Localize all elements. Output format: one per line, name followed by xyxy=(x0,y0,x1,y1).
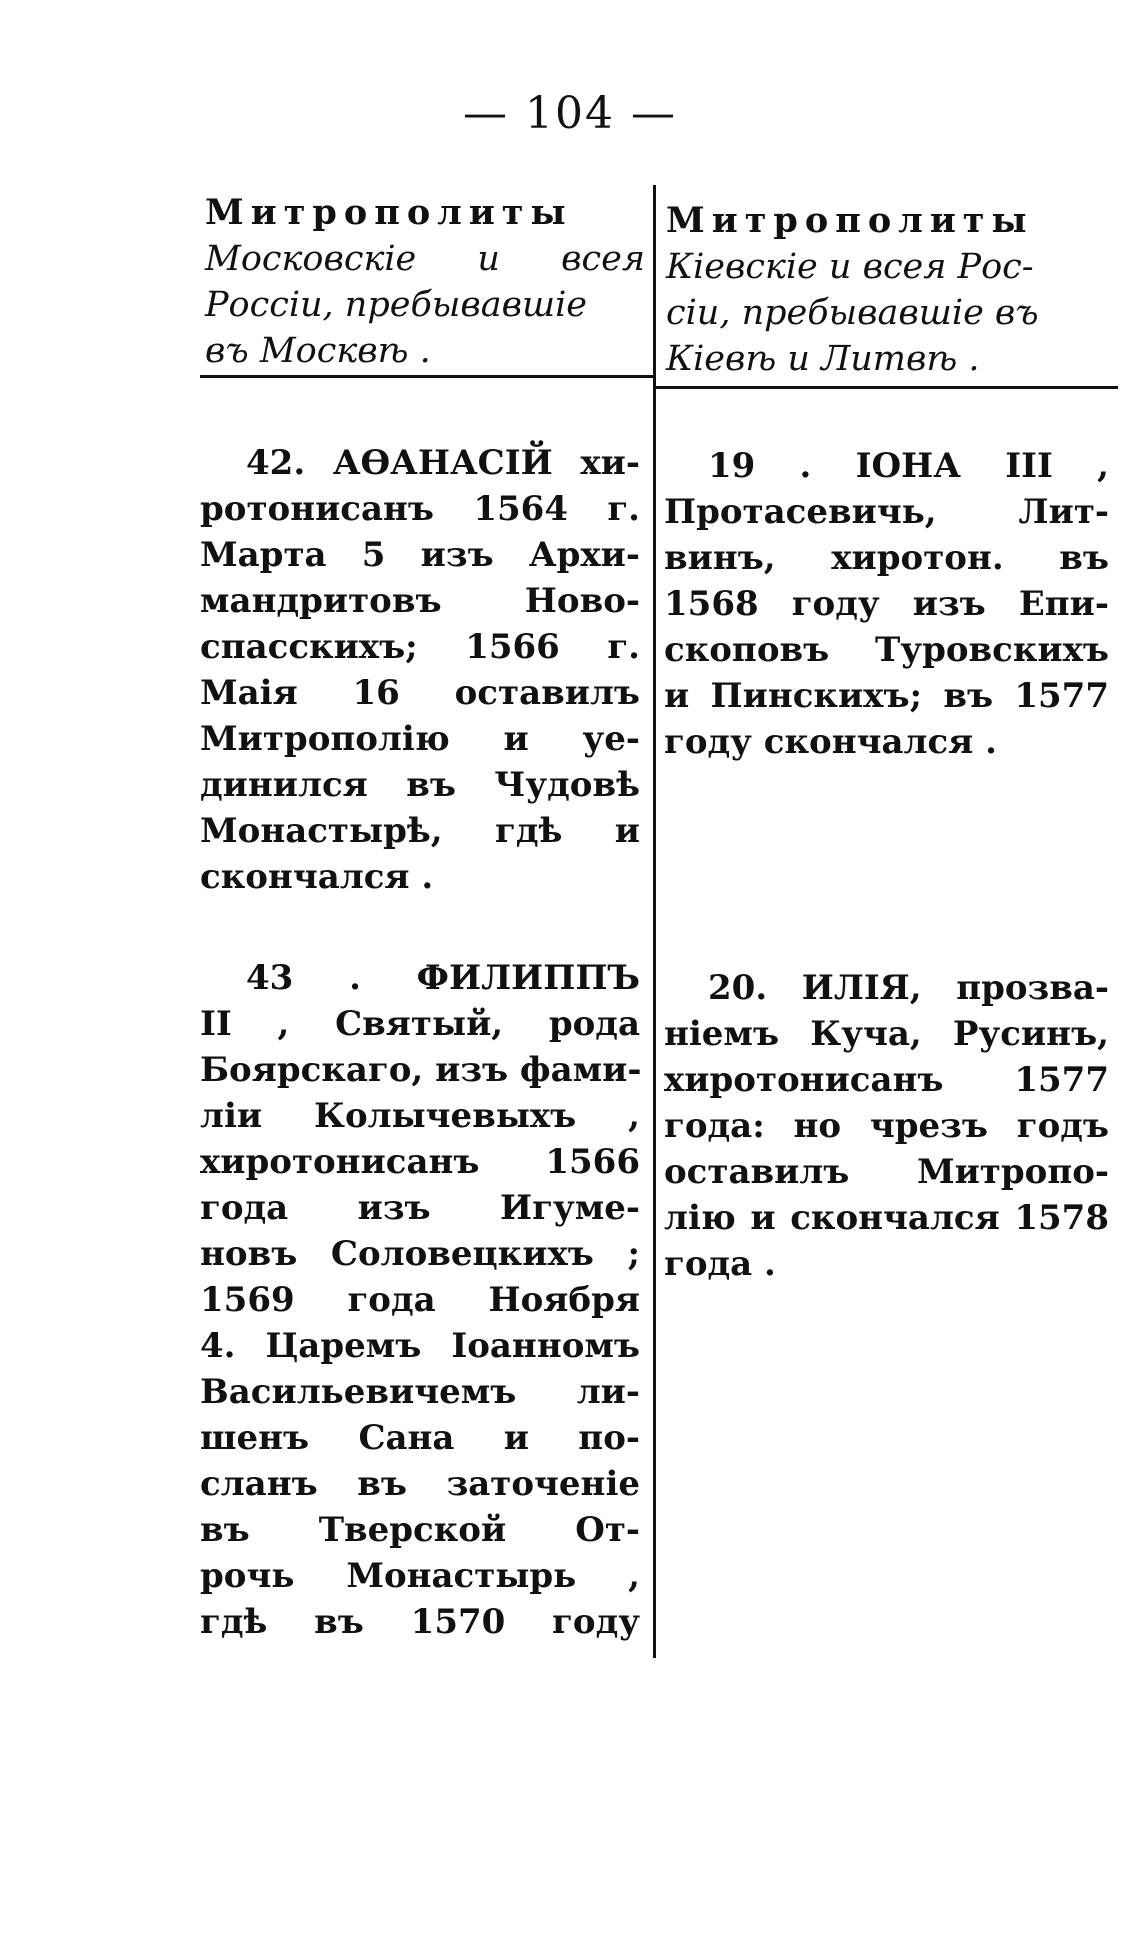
entry-line: ніемъ Куча, Русинъ, xyxy=(664,1014,1109,1054)
right-heading-line: Кіевскіе и всея Рос- xyxy=(666,247,1034,287)
column-divider xyxy=(653,185,656,1658)
entry-line: оставилъ Митропо- xyxy=(664,1152,1109,1192)
entry-line: хиротонисанъ 1566 xyxy=(200,1142,640,1182)
entry-line: лію и скончался 1578 xyxy=(664,1198,1109,1238)
entry-line: Маія 16 оставилъ xyxy=(200,673,640,713)
entry-line: сланъ въ заточеніе xyxy=(200,1464,640,1504)
right-heading-title: Митрополиты xyxy=(666,200,1034,241)
page-number: — 104 — xyxy=(463,88,677,139)
left-column-heading xyxy=(205,190,645,374)
right-heading-line: сіи, пребывавшіе въ xyxy=(666,293,1039,333)
entry-line: динился въ Чудовѣ xyxy=(200,765,640,805)
entry-line: Протасевичь, Лит- xyxy=(664,492,1109,532)
left-heading-line: въ Москвѣ . xyxy=(205,331,431,371)
right-column-heading xyxy=(666,198,1111,382)
entry-line: II , Святый, рода xyxy=(200,1004,640,1044)
entry-line: винъ, хиротон. въ xyxy=(664,538,1109,578)
entry-line: шенъ Сана и по- xyxy=(200,1418,640,1458)
entry-line: 19 . ІОНА III , xyxy=(708,446,1109,486)
left-heading-line: Московскіе и всея xyxy=(205,239,645,279)
entry-philip xyxy=(200,955,640,1645)
entry-athanasius xyxy=(200,440,640,900)
entry-line: рочь Монастырь , xyxy=(200,1556,640,1596)
entry-line: Марта 5 изъ Архи- xyxy=(200,535,640,575)
entry-line: 1568 году изъ Епи- xyxy=(664,584,1109,624)
entry-line: году скончался . xyxy=(664,722,997,762)
entry-line: новъ Соловецкихъ ; xyxy=(200,1234,640,1274)
header-rule-right xyxy=(653,386,1118,389)
entry-line: хиротонисанъ 1577 xyxy=(664,1060,1109,1100)
entry-line: ротонисанъ 1564 г. xyxy=(200,489,640,529)
entry-line: ліи Колычевыхъ , xyxy=(200,1096,640,1136)
entry-line: скоповъ Туровскихъ xyxy=(664,630,1109,670)
left-heading-line: Россіи, пребывавшіе xyxy=(205,285,588,325)
entry-line: года: но чрезъ годъ xyxy=(664,1106,1109,1146)
entry-line: и Пинскихъ; въ 1577 xyxy=(664,676,1109,716)
left-heading-title: Митрополиты xyxy=(205,192,573,233)
entry-line: Боярскаго, изъ фами- xyxy=(200,1050,642,1090)
entry-line: Митрополію и уе- xyxy=(200,719,640,759)
entry-line: мандритовъ Ново- xyxy=(200,581,640,621)
entry-line: года изъ Игуме- xyxy=(200,1188,640,1228)
entry-line: спасскихъ; 1566 г. xyxy=(200,627,640,667)
entry-line: гдѣ въ 1570 году xyxy=(200,1602,640,1642)
entry-line: 1569 года Ноября xyxy=(200,1280,640,1320)
entry-elijah xyxy=(664,965,1109,1287)
right-heading-line: Кіевѣ и Литвѣ . xyxy=(666,339,980,379)
entry-jonah xyxy=(664,443,1109,765)
header-rule-left xyxy=(200,375,654,378)
entry-line: Монастырѣ, гдѣ и xyxy=(200,811,640,851)
entry-line: Васильевичемъ ли- xyxy=(200,1372,640,1412)
entry-line: года . xyxy=(664,1244,776,1284)
entry-line: 43 . ФИЛИППЪ xyxy=(246,958,640,998)
entry-line: 20. ИЛІЯ, прозва- xyxy=(708,968,1109,1008)
entry-line: 42. АѲАНАСІЙ хи- xyxy=(246,443,640,483)
entry-line: 4. Царемъ Іоанномъ xyxy=(200,1326,640,1366)
entry-line: въ Тверской От- xyxy=(200,1510,640,1550)
entry-line: скончался . xyxy=(200,857,434,897)
